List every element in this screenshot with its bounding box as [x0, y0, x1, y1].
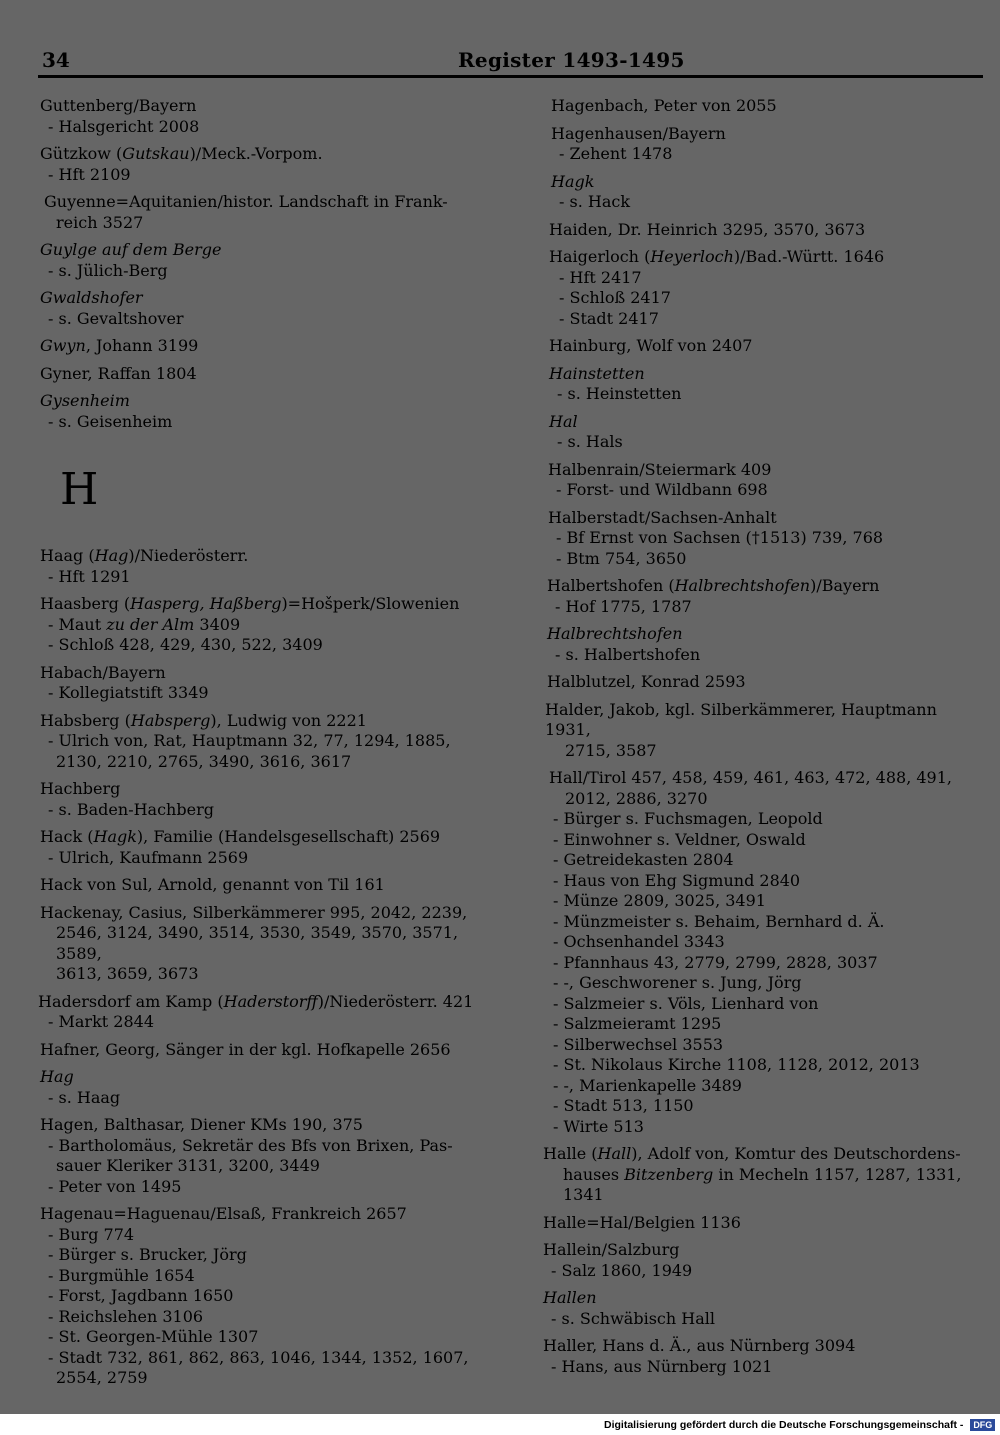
entry-wrap: reich 3527	[56, 212, 144, 232]
entry-sub: - Bf Ernst von Sachsen (†1513) 739, 768	[556, 528, 884, 547]
entry-sub: - Schloß 428, 429, 430, 522, 3409	[48, 635, 323, 654]
entry-sub: - St. Georgen-Mühle 1307	[48, 1327, 259, 1346]
index-entry	[38, 546, 478, 587]
entry-head: Gwaldshofer	[40, 288, 143, 307]
index-entry	[38, 875, 478, 896]
entry-head: Hal	[549, 411, 578, 431]
entry-sub: - Pfannhaus 43, 2779, 2799, 2828, 3037	[553, 952, 878, 972]
entry-sub: - Salz 1860, 1949	[551, 1260, 693, 1280]
index-entry	[38, 903, 478, 985]
header-rule	[38, 75, 983, 78]
entry-sub: - Ochsenhandel 3343	[553, 932, 725, 951]
entry-sub: - -, Geschworener s. Jung, Jörg	[553, 973, 802, 992]
entry-head: Hack von Sul, Arnold, genannt von Til 161	[40, 875, 385, 894]
entry-wrap: 2554, 2759	[56, 1368, 148, 1387]
entry-head: Haigerloch (Heyerloch)/Bad.-Württ. 1646	[549, 247, 885, 266]
entry-wrap: 2012, 2886, 3270	[565, 788, 708, 808]
entry-head: Hachberg	[40, 779, 121, 798]
entry-sub: - Maut zu der Alm 3409	[48, 614, 241, 634]
index-entry	[543, 700, 983, 762]
entry-head: Haller, Hans d. Ä., aus Nürnberg 3094	[543, 1336, 856, 1355]
entry-head: Halle (Hall), Adolf von, Komtur des Deutschordens-	[543, 1144, 961, 1163]
entry-sub: - Hft 1291	[48, 566, 131, 586]
entry-sub: - Bartholomäus, Sekretär des Bfs von Brixen, Pas-	[48, 1135, 453, 1155]
entry-head: Hagk	[551, 171, 595, 191]
entry-sub: - Stadt 732, 861, 862, 863, 1046, 1344, 1352, 1607,	[48, 1347, 469, 1367]
entry-wrap: 2715, 3587	[565, 740, 657, 760]
entry-head: Habsberg (Habsperg), Ludwig von 2221	[40, 710, 367, 730]
index-entry	[543, 508, 983, 570]
index-entry	[38, 336, 478, 357]
index-entry	[38, 1204, 478, 1389]
entry-sub: - s. Haag	[48, 1087, 121, 1107]
entry-head: Halder, Jakob, kgl. Silberkämmerer, Hauptmann 1931,	[545, 699, 937, 739]
right-column	[543, 96, 983, 1384]
entry-head: Guyenne=Aquitanien/histor. Landschaft in Frank-	[44, 192, 448, 211]
index-entry	[543, 412, 983, 453]
entry-sub: - s. Schwäbisch Hall	[551, 1308, 715, 1328]
entry-sub: - Markt 2844	[48, 1012, 154, 1031]
entry-head: Hack (Hagk), Familie (Handelsgesellschaft) 2569	[40, 827, 441, 846]
entry-sub: - Haus von Ehg Sigmund 2840	[553, 870, 801, 890]
entry-sub: - Hft 2417	[559, 267, 642, 287]
index-entry	[543, 1288, 983, 1329]
index-entry	[38, 594, 478, 656]
entry-sub: - Schloß 2417	[559, 288, 671, 307]
entry-sub: - Burgmühle 1654	[48, 1265, 195, 1285]
footer-text: Digitalisierung gefördert durch die Deutsche Forschungsgemeinschaft -	[604, 1419, 964, 1431]
entry-sub: - Forst, Jagdbann 1650	[48, 1286, 234, 1305]
entry-wrap: 2130, 2210, 2765, 3490, 3616, 3617	[56, 751, 352, 771]
entry-sub: - Getreidekasten 2804	[553, 850, 734, 869]
index-entry	[543, 1336, 983, 1377]
entry-head: Hallen	[543, 1288, 597, 1307]
index-entry	[38, 1067, 478, 1108]
index-entry	[543, 624, 983, 665]
index-entry	[38, 827, 478, 868]
entry-head: Gyner, Raffan 1804	[40, 363, 197, 383]
entry-sub: - St. Nikolaus Kirche 1108, 1128, 2012, 2013	[553, 1055, 920, 1074]
index-entry	[543, 1213, 983, 1234]
page-number: 34	[42, 48, 70, 72]
entry-sub: - Peter von 1495	[48, 1176, 182, 1196]
index-entry	[38, 992, 478, 1033]
entry-head: Halbenrain/Steiermark 409	[548, 459, 772, 479]
entry-sub: - s. Gevaltshover	[48, 308, 184, 328]
entry-head: Gützkow (Gutskau)/Meck.-Vorpom.	[40, 144, 323, 163]
entry-sub: - Münzmeister s. Behaim, Bernhard d. Ä.	[553, 911, 885, 931]
footer-credit	[604, 1419, 994, 1433]
page-header	[38, 44, 978, 74]
entry-head: Halblutzel, Konrad 2593	[547, 672, 746, 691]
entry-sub: - Ulrich von, Rat, Hauptmann 32, 77, 1294, 1885,	[48, 731, 451, 750]
entry-sub: - s. Geisenheim	[48, 411, 173, 431]
entry-head: Hagen, Balthasar, Diener KMs 190, 375	[40, 1115, 363, 1134]
index-entry	[38, 96, 478, 137]
entry-head: Halbrechtshofen	[547, 624, 683, 643]
entry-head: Hadersdorf am Kamp (Haderstorff)/Niederösterr. 421	[38, 991, 474, 1011]
entry-sub: - Reichslehen 3106	[48, 1306, 204, 1326]
entry-sub: - Burg 774	[48, 1224, 135, 1244]
index-entry	[543, 1144, 983, 1206]
index-entry	[543, 672, 983, 693]
entry-sub: - Ulrich, Kaufmann 2569	[48, 847, 249, 867]
index-entry	[38, 663, 478, 704]
index-entry	[543, 364, 983, 405]
index-entry	[543, 96, 983, 117]
entry-head: Hafner, Georg, Sänger in der kgl. Hofkapelle 2656	[40, 1039, 451, 1059]
index-entry	[543, 576, 983, 617]
entry-head: Hainstetten	[549, 363, 645, 383]
entry-sub: - s. Halbertshofen	[555, 644, 701, 664]
entry-sub: - Bürger s. Fuchsmagen, Leopold	[553, 809, 823, 828]
entry-head: Halle=Hal/Belgien 1136	[543, 1212, 741, 1232]
entry-sub: - Halsgericht 2008	[48, 116, 200, 136]
entry-sub: - Silberwechsel 3553	[553, 1034, 724, 1054]
left-column	[38, 96, 478, 1396]
entry-sub: - Btm 754, 3650	[556, 548, 687, 568]
index-entry	[38, 1115, 478, 1197]
index-entry	[543, 768, 983, 1137]
entry-wrap: 2546, 3124, 3490, 3514, 3530, 3549, 3570, 3571, 3589,	[56, 923, 459, 963]
entry-sub: - Hft 2109	[48, 164, 131, 184]
entry-head: Haiden, Dr. Heinrich 3295, 3570, 3673	[549, 219, 866, 239]
index-entry	[38, 144, 478, 185]
section-letter: H	[60, 464, 99, 515]
entry-sub: - s. Heinstetten	[557, 384, 682, 403]
entry-sub: - Forst- und Wildbann 698	[556, 480, 768, 499]
index-entry	[543, 1240, 983, 1281]
index-entry	[38, 779, 478, 820]
index-entry	[38, 711, 478, 773]
entry-sub: - Münze 2809, 3025, 3491	[553, 891, 766, 910]
entry-wrap: 3613, 3659, 3673	[56, 964, 199, 983]
index-entry	[543, 220, 983, 241]
entry-head: Hackenay, Casius, Silberkämmerer 995, 2042, 2239,	[40, 902, 468, 922]
index-entry	[543, 172, 983, 213]
entry-wrap: hauses Bitzenberg in Mecheln 1157, 1287, 1331,	[563, 1164, 962, 1184]
entry-sub: - Hof 1775, 1787	[555, 596, 692, 616]
entry-sub: - Salzmeieramt 1295	[553, 1014, 722, 1033]
index-entry	[543, 247, 983, 329]
entry-head: Hagenbach, Peter von 2055	[551, 96, 777, 115]
entry-sub: - s. Hack	[559, 192, 631, 211]
index-entry	[38, 288, 478, 329]
entry-sub: - Stadt 513, 1150	[553, 1096, 694, 1115]
entry-head: Guylge auf dem Berge	[40, 240, 222, 259]
dfg-logo: DFG	[970, 1419, 995, 1431]
entry-sub: - Stadt 2417	[559, 308, 659, 328]
entry-sub: - Wirte 513	[553, 1116, 644, 1136]
entry-sub: - Kollegiatstift 3349	[48, 683, 209, 702]
entry-sub: - Salzmeier s. Völs, Lienhard von	[553, 993, 819, 1013]
entry-sub: - Einwohner s. Veldner, Oswald	[553, 829, 806, 849]
entry-head: Hag	[40, 1067, 74, 1086]
index-entry	[38, 1040, 478, 1061]
index-entry	[543, 460, 983, 501]
entry-head: Haag (Hag)/Niederösterr.	[40, 546, 249, 565]
entry-head: Haasberg (Hasperg, Haßberg)=Hošperk/Slowenien	[40, 594, 460, 613]
entry-wrap: sauer Kleriker 3131, 3200, 3449	[56, 1156, 320, 1175]
entry-sub: - Zehent 1478	[559, 144, 673, 163]
entry-sub: - s. Hals	[557, 432, 623, 451]
entry-sub: - -, Marienkapelle 3489	[553, 1075, 742, 1095]
index-entry	[38, 240, 478, 281]
entry-wrap: 1341	[563, 1185, 604, 1204]
entry-head: Guttenberg/Bayern	[40, 96, 197, 115]
page-title: Register 1493-1495	[458, 48, 685, 72]
index-entry	[38, 391, 478, 432]
entry-head: Hainburg, Wolf von 2407	[549, 336, 753, 355]
entry-head: Halbertshofen (Halbrechtshofen)/Bayern	[547, 576, 880, 595]
index-entry	[38, 364, 478, 385]
entry-head: Hallein/Salzburg	[543, 1240, 680, 1259]
entry-head: Gwyn, Johann 3199	[40, 336, 199, 355]
entry-head: Hagenhausen/Bayern	[551, 123, 726, 143]
entry-sub: - Bürger s. Brucker, Jörg	[48, 1245, 247, 1264]
entry-head: Halberstadt/Sachsen-Anhalt	[548, 507, 777, 527]
entry-head: Gysenheim	[40, 391, 130, 410]
index-entry	[38, 192, 478, 233]
index-entry	[543, 336, 983, 357]
entry-head: Hagenau=Haguenau/Elsaß, Frankreich 2657	[40, 1204, 407, 1223]
entry-sub: - Hans, aus Nürnberg 1021	[551, 1356, 773, 1376]
index-entry	[543, 124, 983, 165]
entry-head: Habach/Bayern	[40, 662, 166, 682]
entry-sub: - s. Jülich-Berg	[48, 260, 168, 280]
entry-sub: - s. Baden-Hachberg	[48, 799, 214, 819]
entry-head: Hall/Tirol 457, 458, 459, 461, 463, 472, 488, 491,	[549, 768, 952, 787]
